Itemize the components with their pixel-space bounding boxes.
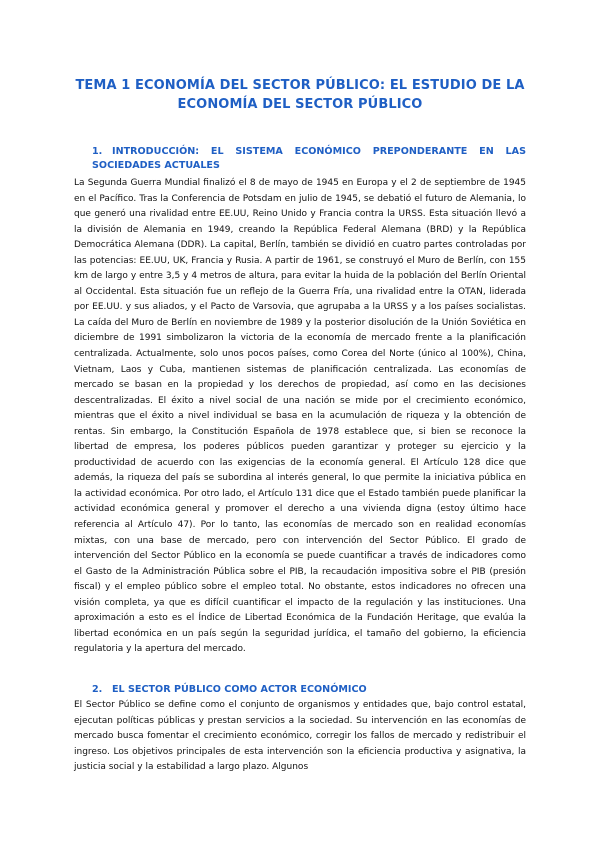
page-title: TEMA 1 ECONOMÍA DEL SECTOR PÚBLICO: EL ESTUDIO DE LA ECONOMÍA DEL SECTOR PÚBLICO: [75, 78, 525, 112]
section-2-number: 2.: [92, 684, 103, 695]
section-1-heading: [92, 145, 526, 173]
section-2-paragraph: El Sector Público se define como el conjunto de organismos y entidades que, bajo control estatal, ejecutan políticas públicas y prestan servicios a la sociedad. Su intervención en las economías de mercado busca fomentar el crecimiento económico, corregir los fallos de mercado y redistribuir el ingreso. Los objetivos principales de esta intervención son la eficiencia productiva y asignativa, la justicia social y la estabilidad a largo plazo. Algunos: [74, 700, 526, 773]
section-1-number: 1.: [92, 146, 103, 157]
section-2-heading-text: EL SECTOR PÚBLICO COMO ACTOR ECONÓMICO: [112, 684, 367, 695]
section-1-paragraph: La Segunda Guerra Mundial finalizó el 8 de mayo de 1945 en Europa y el 2 de septiembre de 1945 en el Pacífico. Tras la Conferencia de Potsdam en julio de 1945, se debatió el futuro de Alemania, lo que generó una rivalidad entre EE.UU, Reino Unido y Francia contra la URSS. Esta situación llevó a la división de Alemania en 1949, creando la República Federal Alemana (BRD) y la República Democrática Alemana (DDR). La capital, Berlín, también se dividió en cuatro partes controladas por las potencias: EE.UU, UK, Francia y Rusia. A partir de 1961, se construyó el Muro de Berlín, con 155 km de largo y entre 3,5 y 4 metros de altura, para evitar la huida de la población del Berlín Oriental al Occidental. Esta situación fue un reflejo de la Guerra Fría, una rivalidad entre la OTAN, liderada por EE.UU. y sus aliados, y el Pacto de Varsovia, que agrupaba a la URSS y a los países socialistas. La caída del Muro de Berlín en noviembre de 1989 y la posterior disolución de la Unión Soviética en diciembre de 1991 simbolizaron la victoria de la economía de mercado frente a la planificación centralizada. Actualmente, solo unos pocos países, como Corea del Norte (único al 100%), China, Vietnam, Laos y Cuba, mantienen sistemas de planificación centralizada. Las economías de mercado se basan en la propiedad y los derechos de propiedad, así como en las decisiones descentralizadas. El éxito a nivel social de una nación se mide por el crecimiento económico, mientras que el éxito a nivel individual se basa en la acumulación de riqueza y la obtención de rentas. Sin embargo, la Constitución Española de 1978 establece que, si bien se reconoce la libertad de empresa, los poderes públicos pueden garantizar y proteger su ejercicio y la productividad de acuerdo con las exigencias de la economía general. El Artículo 128 dice que además, la riqueza del país se subordina al interés general, lo que permite la iniciativa pública en la actividad económica. Por otro lado, el Artículo 131 dice que el Estado también puede planificar la actividad económica general y promover el derecho a una vivienda digna (estoy último hace referencia al Artículo 47). Por lo tanto, las economías de mercado son en realidad economías mixtas, con una base de mercado, pero con intervención del Sector Público. El grado de intervención del Sector Público en la economía se puede cuantificar a través de indicadores como el Gasto de la Administración Pública sobre el PIB, la recaudación impositiva sobre el PIB (presión fiscal) y el empleo público sobre el empleo total. No obstante, estos indicadores no ofrecen una visión completa, ya que es difícil cuantificar el impacto de la regulación y las instituciones. Una aproximación a esto es el Índice de Libertad Económica de la Fundación Heritage, que evalúa la libertad económica en un país según la seguridad jurídica, el tamaño del gobierno, la eficiencia regulatoria y la apertura del mercado.: [74, 178, 526, 655]
section-1-heading-text: INTRODUCCIÓN: EL SISTEMA ECONÓMICO PREPONDERANTE EN LAS SOCIEDADES ACTUALES: [92, 146, 526, 171]
section-2-heading: [92, 683, 532, 697]
